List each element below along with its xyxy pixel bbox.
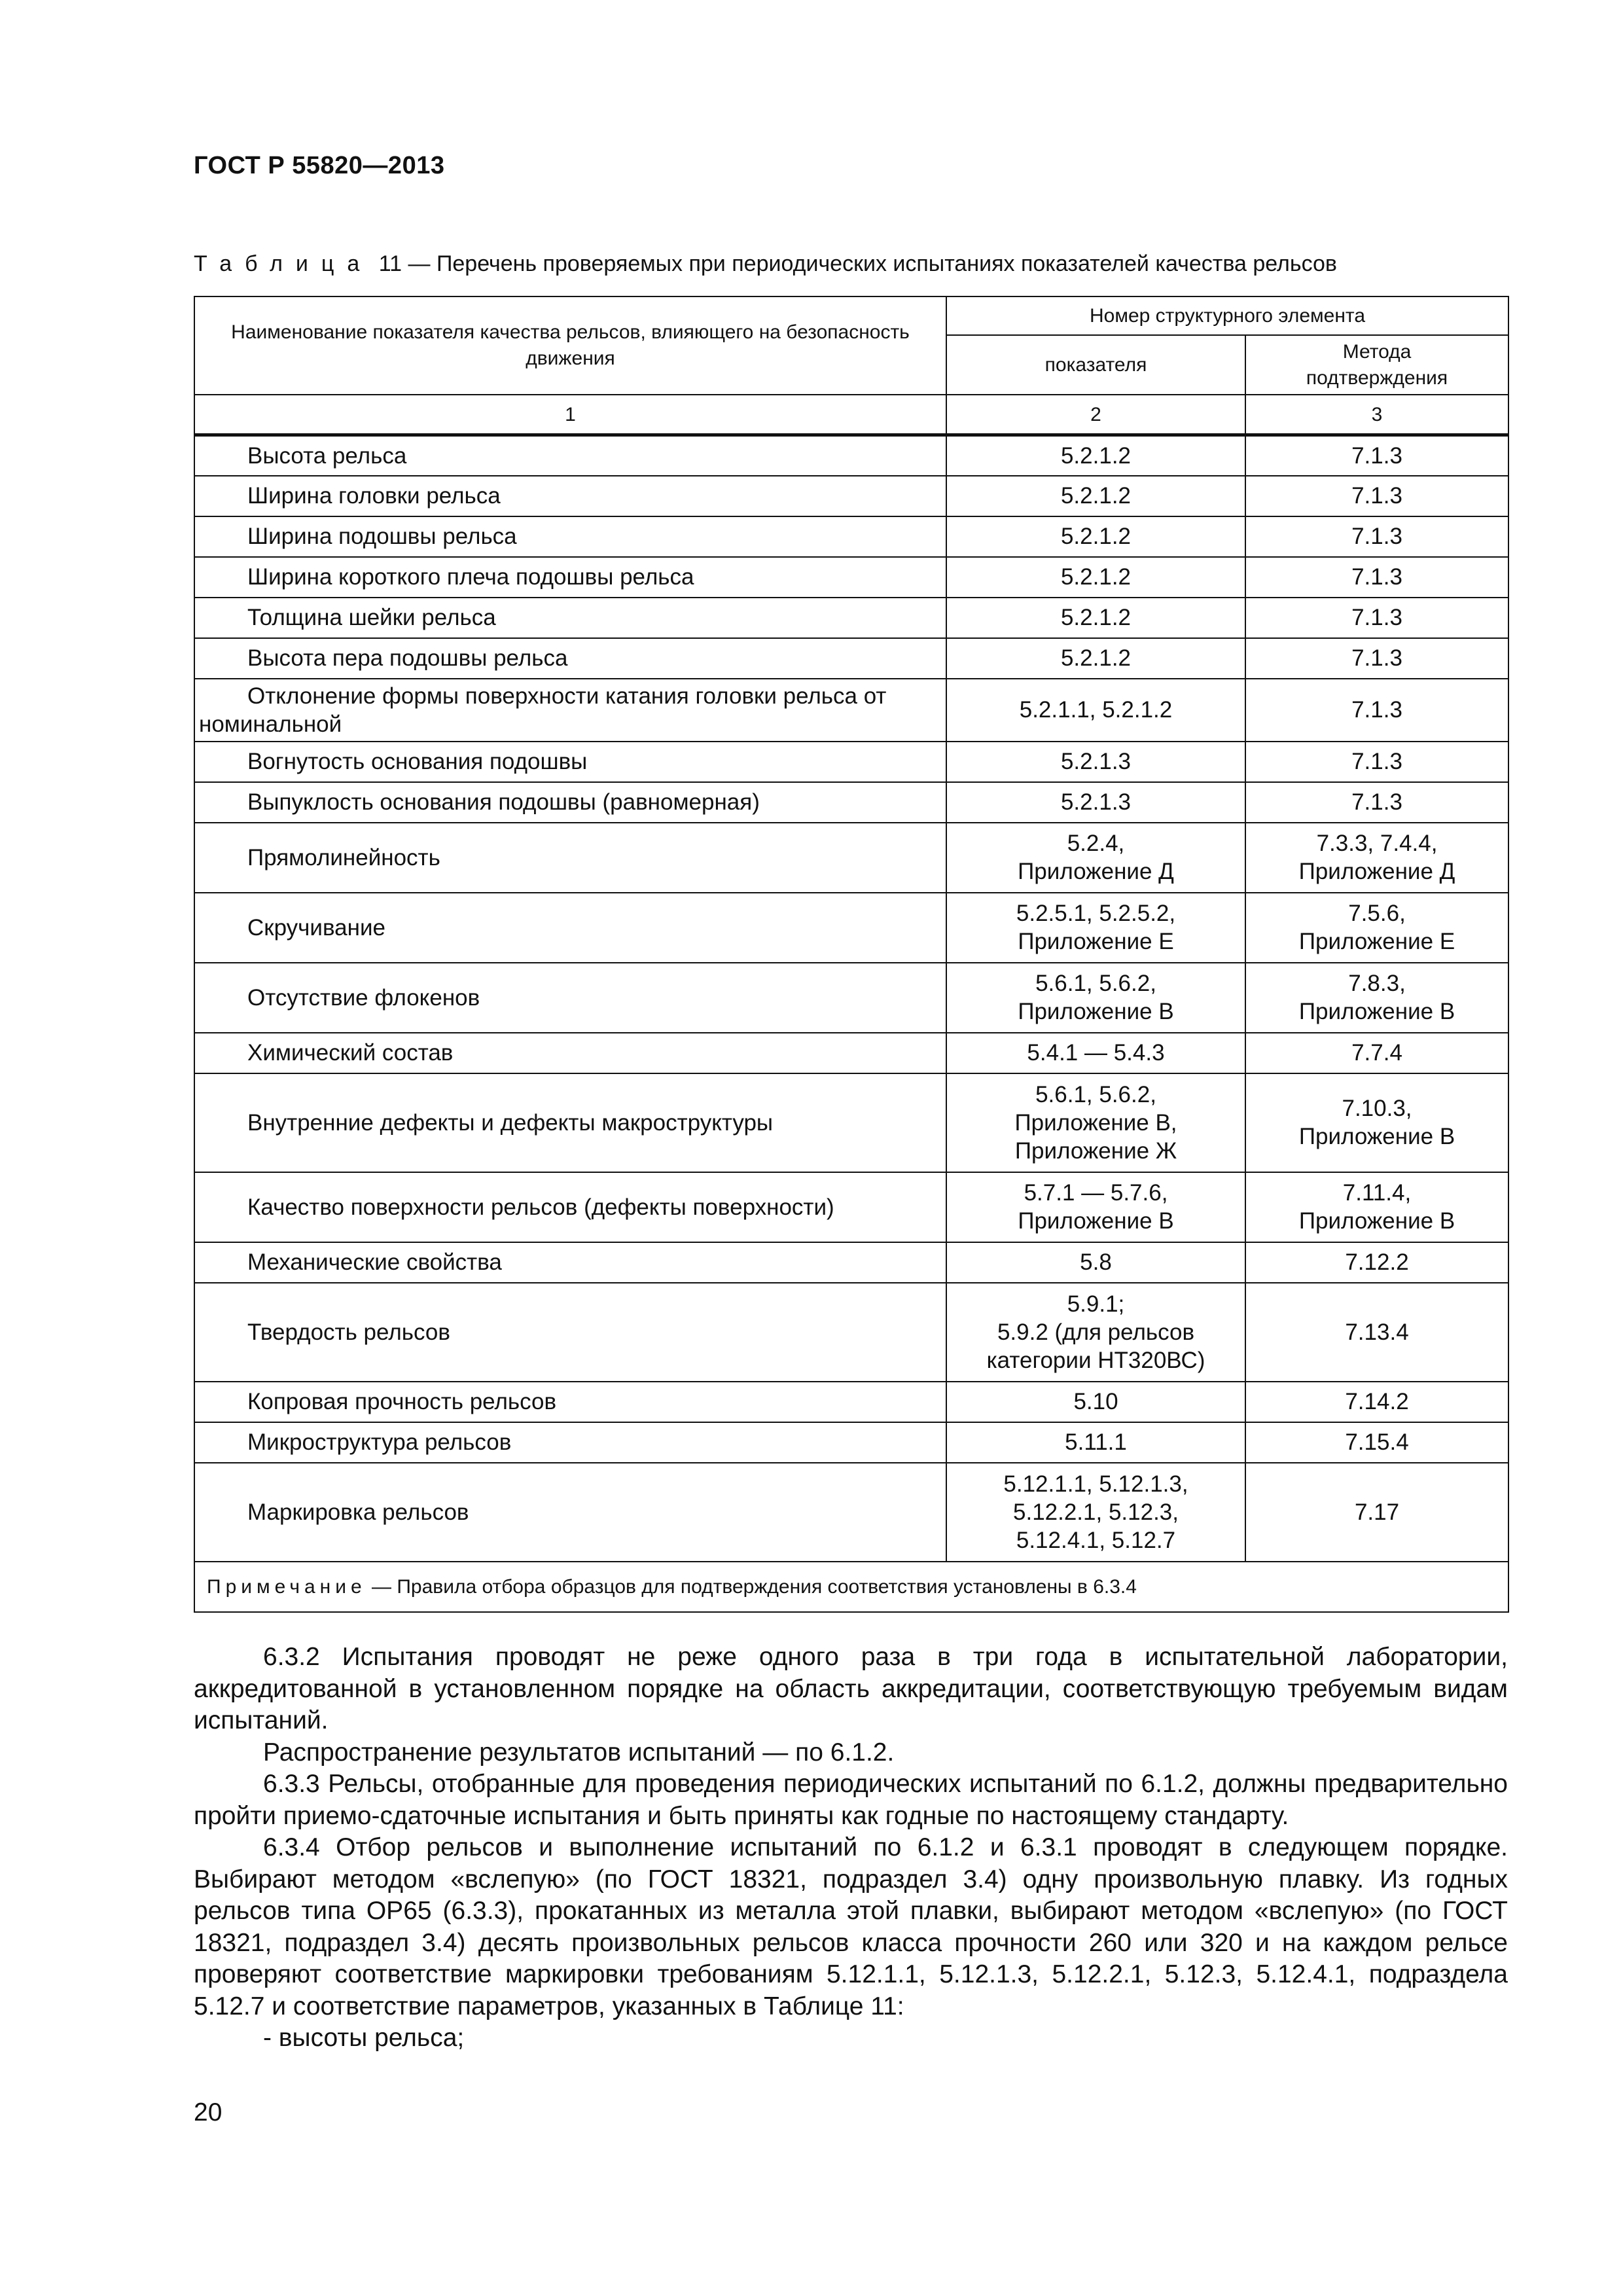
indicator-name-cell: Отсутствие флокенов bbox=[194, 963, 946, 1033]
table-caption bbox=[194, 251, 1337, 277]
table-note-label: Примечание bbox=[207, 1575, 366, 1598]
indicator-number-cell: 5.11.1 bbox=[946, 1422, 1245, 1463]
table-caption-prefix: Таблица bbox=[194, 251, 373, 276]
table-row bbox=[194, 1382, 1508, 1422]
indicator-name-cell: Вогнутость основания подошвы bbox=[194, 742, 946, 782]
table-caption-text: — Перечень проверяемых при периодических испытаниях показателей качества рельсов bbox=[408, 251, 1337, 276]
indicator-name-cell: Высота пера подошвы рельса bbox=[194, 638, 946, 679]
method-number-cell: 7.5.6, Приложение Е bbox=[1245, 893, 1508, 963]
table-row bbox=[194, 963, 1508, 1033]
indicator-number-cell: 5.6.1, 5.6.2, Приложение В, Приложение Ж bbox=[946, 1073, 1245, 1172]
method-number-cell: 7.17 bbox=[1245, 1463, 1508, 1562]
table-row bbox=[194, 1242, 1508, 1283]
method-number-cell: 7.1.3 bbox=[1245, 638, 1508, 679]
table-row bbox=[194, 435, 1508, 476]
indicator-name-cell: Отклонение формы поверхности катания головки рельса от номинальной bbox=[194, 679, 946, 742]
indicator-name-cell: Химический состав bbox=[194, 1033, 946, 1073]
indicator-name-cell: Прямолинейность bbox=[194, 823, 946, 893]
page-number: 20 bbox=[194, 2098, 223, 2126]
table-row bbox=[194, 1073, 1508, 1172]
indicator-number-cell: 5.7.1 — 5.7.6, Приложение В bbox=[946, 1172, 1245, 1242]
indicator-number-cell: 5.4.1 — 5.4.3 bbox=[946, 1033, 1245, 1073]
indicator-number-cell: 5.2.1.2 bbox=[946, 516, 1245, 557]
table-row bbox=[194, 679, 1508, 742]
method-number-cell: 7.13.4 bbox=[1245, 1283, 1508, 1382]
column-number-2: 2 bbox=[946, 395, 1245, 435]
quality-indicators-table bbox=[194, 296, 1509, 1613]
indicator-number-cell: 5.2.1.2 bbox=[946, 598, 1245, 638]
method-number-cell: 7.1.3 bbox=[1245, 435, 1508, 476]
method-number-cell: 7.7.4 bbox=[1245, 1033, 1508, 1073]
indicator-number-cell: 5.2.4, Приложение Д bbox=[946, 823, 1245, 893]
header-indicator-name: Наименование показателя качества рельсов, влияющего на безопасность движения bbox=[194, 296, 946, 395]
paragraph-6-3-3: 6.3.3 Рельсы, отобранные для проведения периодических испытаний по 6.1.2, должны предварительно пройти приемо-сдаточные испытания и быть приняты как годные по настоящему стандарту. bbox=[194, 1770, 1508, 1830]
header-indicator-column: показателя bbox=[946, 335, 1245, 395]
method-number-cell: 7.8.3, Приложение В bbox=[1245, 963, 1508, 1033]
indicator-number-cell: 5.6.1, 5.6.2, Приложение В bbox=[946, 963, 1245, 1033]
indicator-number-cell: 5.2.1.2 bbox=[946, 476, 1245, 516]
table-row bbox=[194, 1463, 1508, 1562]
table-row bbox=[194, 598, 1508, 638]
indicator-name-cell: Механические свойства bbox=[194, 1242, 946, 1283]
table-row bbox=[194, 638, 1508, 679]
paragraph-6-3-2: 6.3.2 Испытания проводят не реже одного раза в три года в испытательной лаборатории, аккредитованной в установленном порядке на область аккредитации, соответствующую требуемым видам испытаний. bbox=[194, 1643, 1508, 1734]
header-method-column: Метода подтверждения bbox=[1245, 335, 1508, 395]
indicator-number-cell: 5.2.1.1, 5.2.1.2 bbox=[946, 679, 1245, 742]
indicator-name-cell: Высота рельса bbox=[194, 435, 946, 476]
column-number-1: 1 bbox=[194, 395, 946, 435]
indicator-name-cell: Качество поверхности рельсов (дефекты поверхности) bbox=[194, 1172, 946, 1242]
table-row bbox=[194, 476, 1508, 516]
method-number-cell: 7.1.3 bbox=[1245, 742, 1508, 782]
body-text bbox=[194, 1641, 1508, 2054]
table-row bbox=[194, 742, 1508, 782]
table-row bbox=[194, 1172, 1508, 1242]
indicator-number-cell: 5.2.1.2 bbox=[946, 557, 1245, 598]
indicator-name-cell: Выпуклость основания подошвы (равномерная) bbox=[194, 782, 946, 823]
table-row bbox=[194, 1422, 1508, 1463]
indicator-name-cell: Толщина шейки рельса bbox=[194, 598, 946, 638]
table-row bbox=[194, 1033, 1508, 1073]
table-row bbox=[194, 557, 1508, 598]
indicator-name-cell: Маркировка рельсов bbox=[194, 1463, 946, 1562]
table-row bbox=[194, 893, 1508, 963]
table-row bbox=[194, 782, 1508, 823]
method-number-cell: 7.14.2 bbox=[1245, 1382, 1508, 1422]
indicator-name-cell: Твердость рельсов bbox=[194, 1283, 946, 1382]
column-number-3: 3 bbox=[1245, 395, 1508, 435]
indicator-number-cell: 5.2.1.2 bbox=[946, 638, 1245, 679]
indicator-name-cell: Ширина подошвы рельса bbox=[194, 516, 946, 557]
indicator-number-cell: 5.8 bbox=[946, 1242, 1245, 1283]
indicator-name-cell: Микроструктура рельсов bbox=[194, 1422, 946, 1463]
table-row bbox=[194, 823, 1508, 893]
method-number-cell: 7.1.3 bbox=[1245, 516, 1508, 557]
indicator-number-cell: 5.2.1.2 bbox=[946, 435, 1245, 476]
table-row bbox=[194, 1283, 1508, 1382]
table-note bbox=[194, 1562, 1508, 1612]
paragraph-distribution: Распространение результатов испытаний — по 6.1.2. bbox=[263, 1738, 895, 1767]
method-number-cell: 7.11.4, Приложение В bbox=[1245, 1172, 1508, 1242]
indicator-number-cell: 5.12.1.1, 5.12.1.3, 5.12.2.1, 5.12.3, 5.12.4.1, 5.12.7 bbox=[946, 1463, 1245, 1562]
method-number-cell: 7.12.2 bbox=[1245, 1242, 1508, 1283]
method-number-cell: 7.3.3, 7.4.4, Приложение Д bbox=[1245, 823, 1508, 893]
document-header: ГОСТ Р 55820—2013 bbox=[194, 152, 445, 179]
table-row bbox=[194, 516, 1508, 557]
indicator-number-cell: 5.2.1.3 bbox=[946, 782, 1245, 823]
header-element-number: Номер структурного элемента bbox=[946, 296, 1508, 335]
method-number-cell: 7.1.3 bbox=[1245, 557, 1508, 598]
indicator-name-cell: Копровая прочность рельсов bbox=[194, 1382, 946, 1422]
method-number-cell: 7.1.3 bbox=[1245, 679, 1508, 742]
method-number-cell: 7.1.3 bbox=[1245, 782, 1508, 823]
table-caption-number: 11 bbox=[378, 251, 402, 276]
method-number-cell: 7.1.3 bbox=[1245, 476, 1508, 516]
indicator-name-cell: Ширина короткого плеча подошвы рельса bbox=[194, 557, 946, 598]
method-number-cell: 7.1.3 bbox=[1245, 598, 1508, 638]
indicator-name-cell: Ширина головки рельса bbox=[194, 476, 946, 516]
method-number-cell: 7.10.3, Приложение В bbox=[1245, 1073, 1508, 1172]
indicator-number-cell: 5.10 bbox=[946, 1382, 1245, 1422]
indicator-name-cell: Скручивание bbox=[194, 893, 946, 963]
paragraph-6-3-4: 6.3.4 Отбор рельсов и выполнение испытаний по 6.1.2 и 6.3.1 проводят в следующем порядке. Выбирают методом «вслепую» (по ГОСТ 18321, подраздел 3.4) одну произвольную плавку. Из годных рельсов типа ОР65 (6.3.3), прокатанных из металла этой плавки, выбирают методом «вслепую» (по ГОСТ 18321, подраздел 3.4) десять произвольных рельсов класса прочности 260 или 320 и на каждом рельсе проверяют соответствие маркировки требованиям 5.12.1.1, 5.12.1.3, 5.12.2.1, 5.12.3, 5.12.4.1, подраздела 5.12.7 и соответствие параметров, указанных в Таблице 11: bbox=[194, 1833, 1508, 2020]
indicator-number-cell: 5.2.5.1, 5.2.5.2, Приложение Е bbox=[946, 893, 1245, 963]
indicator-name-cell: Внутренние дефекты и дефекты макроструктуры bbox=[194, 1073, 946, 1172]
method-number-cell: 7.15.4 bbox=[1245, 1422, 1508, 1463]
list-item-rail-height: - высоты рельса; bbox=[263, 2024, 465, 2052]
table-note-text: — Правила отбора образцов для подтверждения соответствия установлены в 6.3.4 bbox=[372, 1575, 1137, 1598]
indicator-number-cell: 5.9.1; 5.9.2 (для рельсов категории НТ320ВС) bbox=[946, 1283, 1245, 1382]
indicator-number-cell: 5.2.1.3 bbox=[946, 742, 1245, 782]
